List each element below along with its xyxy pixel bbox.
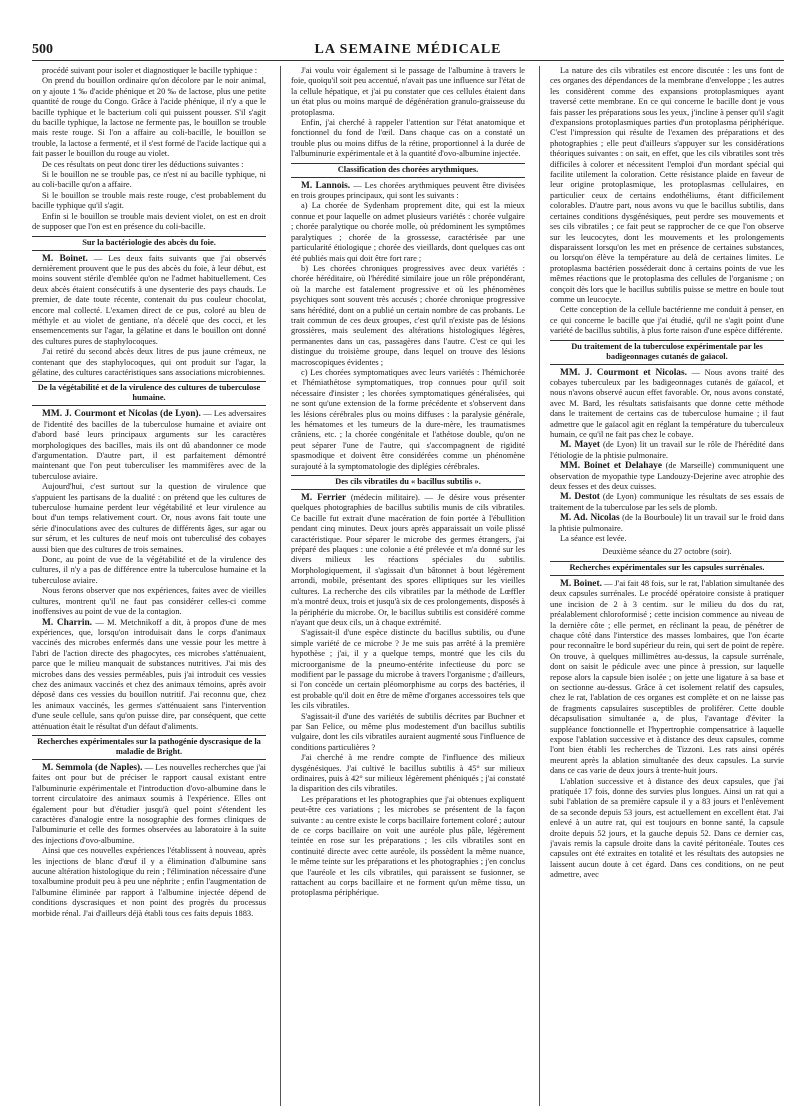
paragraph bbox=[291, 493, 525, 628]
paragraph: Nous ferons observer que nos expériences, faites avec de vieilles cultures, montrent qu'il ne faut pas considérer celles-ci comme inoffensives au point de vue de la contagion. bbox=[32, 586, 266, 617]
text-column-middle bbox=[291, 66, 525, 1106]
paragraph-body: — Les chorées arythmiques peuvent être divisées en trois groupes principaux, qui sont les suivants : bbox=[291, 180, 525, 201]
section-heading: Recherches expérimentales sur les capsules surrénales. bbox=[550, 561, 784, 576]
paragraph: La séance est levée. bbox=[560, 534, 627, 544]
text-column-left bbox=[32, 66, 266, 1106]
paragraph bbox=[550, 513, 784, 534]
paragraph: Cette conception de la cellule bactérienne me conduit à penser, en ce qui concerne le bacille que j'ai étudié, qu'il ne s'agit point d'une variété de bacillus subtilis, à plus forte raison d'une espèce différente. bbox=[550, 305, 784, 336]
section-heading: Du traitement de la tuberculose expérimentale par les badigeonnages cutanés de gaïacol. bbox=[550, 340, 784, 365]
sitting-title: Deuxième séance du 27 octobre (soir). bbox=[602, 547, 732, 557]
speaker-name: MM. Boinet et Delahaye bbox=[560, 461, 662, 472]
running-header bbox=[32, 40, 784, 61]
speaker-name: MM. J. Courmont et Nicolas. bbox=[560, 367, 687, 378]
paragraph-body: — J'ai fait 48 fois, sur le rat, l'ablation simultanée des deux capsules surrénales. Le procédé opératoire consiste à pratiquer une incision de 2 à 3 centim. sur le milieu du dos du rat, préalablement chloroformisé ; cette incision commence au niveau de la dernière côte ; elle permet, en réclinant la peau, de pénétrer de chaque côté dans l'interstice des masses lombaires, que l'on écarte pour reconnaître le bord supérieur du rein, qui sert de point de repère. On trouve, à quelques millimètres au-dessus, la capsule surrénale, dont on saisit le pédicule avec une pince à pression, sur laquelle repose alors la capsule bien isolée ; on jette une ligature à sa base et on sectionne au-dessus. Grâce à cet isolement relatif des capsules, chez le rat, l'ablation de ces organes est complète et on ne laisse pas de fragments capsulaires susceptibles de proliférer. Cette double décapsulisation simultanée a, de plus, l'avantage d'éviter la suppléance fonctionnelle et l'hypertrophie compensatrice à laquelle expose l'ablation successive et à distance des deux capsules, comme l'ont bien établi les recherches de Tizzoni. Les rats ainsi opérés meurent après la ablation simultanée des deux capsules. La survie dans ce cas varie de deux jours à trente-huit jours. bbox=[550, 578, 784, 776]
paragraph: S'agissait-il d'une des variétés de subtilis décrites par Buchner et par San Felice, ou même plus modestement d'un bacillus subtilis vulgaire, dont les cils vibratiles auraient augmenté sous l'influence de conditions particulières ? bbox=[291, 711, 525, 752]
journal-title: LA SEMAINE MÉDICALE bbox=[314, 42, 502, 57]
paragraph: On prend du bouillon ordinaire qu'on décolore par le noir animal, on y ajoute 1 ‰ d'acide phénique et 20 ‰ de lactose, plus une petite quantité de rouge du Congo. Grâce à l'acide phénique, il n'y a que le bacille typhique et le bacterium coli qui puissent pousser. S'il s'agit du bacille typhique, la lactose ne fermente pas, le bouillon se trouble mais reste rouge. Si l'on a affaire au coli-bacille, le bouillon se trouble, la lactose a fermenté, et il s'est formé de l'acide lactique qui a fait passer le bouillon du rouge au violet. bbox=[32, 76, 266, 159]
speaker-name: M. Ad. Nicolas bbox=[560, 513, 620, 524]
paragraph: procédé suivant pour isoler et diagnostiquer le bacille typhique : bbox=[42, 66, 258, 75]
paragraph-body: — Les nouvelles recherches que j'ai faites ont pour but de préciser le rapport causal existant entre l'albuminurie expérimentale et l'introduction d'ovo-albumine dans le torrent circulatoire des animaux soumis à l'expérience. Elles ont également pour but d'étudier jusqu'à quel point s'étendent les caractères d'analogie entre la nosographie des formes cliniques de l'albuminurie et celle des formes observées au laboratoire à la suite des injections d'ovo-albumine. bbox=[32, 762, 266, 845]
paragraph: J'ai retiré du second abcès deux litres de pus jaune crémeux, ne contenant que des staphylocoques, qui ont produit sur l'agar, la gélatine, des cultures caractéristiques sans associations microbiennes. bbox=[32, 347, 266, 377]
paragraph-body: — M. Metchnikoff a dit, à propos d'une de mes expériences, que, lorsqu'on introduisait dans le corps d'animaux vaccinés des microbes enfermés dans une vessie pour les mettre à l'abri de l'action directe des phagocytes, ces microbes s'atténuaient, parce que le milieu manquait de substances nutritives. J'ai mis des microbes dans des vessies perméables, puis j'ai introduit ces vessies chez des animaux vaccinés et chez des animaux témoins, après avoir déposé dans ces vessies du bouillon nutritif. J'ai reconnu que, chez les animaux vaccinés, les germes s'atténuaient sans l'intervention d'une seule cellule, sans qu'on puisse dire, par conséquent, que cette atténuation était le résultat d'un défaut d'aliments. bbox=[32, 617, 266, 731]
paragraph bbox=[291, 181, 525, 202]
paragraph: Si le bouillon se trouble mais reste rouge, c'est probablement du bacille typhique qu'il s'agit. bbox=[32, 190, 266, 211]
text-column-right bbox=[550, 66, 784, 1106]
section-heading: Classification des chorées arythmiques. bbox=[291, 163, 525, 178]
speaker-name: M. Lannois. bbox=[301, 180, 351, 191]
paragraph: S'agissait-il d'une espèce distincte du bacillus subtilis, ou d'une simple variété de ce microbe ? Je me suis pas arrêté à la première hypothèse ; j'ai, il y a quelque temps, montré que les cils du microorganisme de la pneumo-entérite infectieuse du porc se modifient par le passage du microbe à travers l'organisme ; d'ailleurs, si l'on concède un certain pléomorphisme au corps des bactéries, il est probable qu'il doit en être de même d'organes accessoires tels que les cils vibratiles. bbox=[291, 628, 525, 711]
paragraph-body: — Les deux faits suivants que j'ai observés dernièrement prouvent que le pus des abcès du foie, à leur début, est moins souvent stérile d'emblée qu'on ne l'admet habituellement. Ces deux abcès étaient consécutifs à une dysenterie des pays chauds. Le premier, de date toute récente, contenait du pus couleur chocolat, encore mal collecté. L'examen direct de ce pus, coloré au bleu de méthyle et au violet de gentiane, n'a décelé que des cocci, et les ensemencements sur l'agar, la gélatine et dans le bouillon ont donné des cultures pures de staphylocoques. bbox=[32, 253, 266, 346]
paragraph-body: — Nous avons traité des cobayes tuberculeux par les badigeonnages cutanés de gaïacol, et nous n'avons observé aucun effet favorable. Or, nous avons constaté, avec M. Bard, les résultats satisfaisants que donne cette méthode dans le traitement de certains cas de tuberculose humaine ; il faut admettre que le gaïacol agit en réglant la température du tuberculeux humain, ce qu'il ne fait pas chez le cobaye. bbox=[550, 367, 784, 439]
paragraph bbox=[550, 440, 784, 461]
speaker-name: M. Charrin. bbox=[42, 617, 92, 628]
paragraph: J'ai voulu voir également si le passage de l'albumine à travers le foie, quoiqu'il soit peu accentué, n'avait pas une influence sur l'état de la cellule hépatique, et j'ai pu constater que ces cellules étaient dans un état plus ou moins marqué de dégénération granulo-graisseuse du protoplasma. bbox=[291, 66, 525, 117]
speaker-name: MM. J. Courmont et Nicolas (de Lyon). bbox=[42, 409, 201, 420]
paragraph-body: (de Marseille) communiquent une observation de myopathie type Landouzy-Dejerine avec atrophie des deux fesses et des deux cuisses. bbox=[550, 461, 784, 492]
section-heading: Sur la bactériologie des abcès du foie. bbox=[32, 236, 266, 251]
paragraph: a) La chorée de Sydenham proprement dite, qui est la mieux connue et pour laquelle on admet plusieurs variétés : chorée vulgaire ; chorée paralytique ou chorée molle, où prédominent les symptômes paralytiques ; chorée de la grossesse, caractérisée par une particularité étiologique ; chorée des vieillards, dont quelques cas ont été publiés mais qui doit être fort rare ; bbox=[291, 201, 525, 263]
section-heading: De la végétabilité et de la virulence des cultures de tuberculose humaine. bbox=[32, 381, 266, 406]
column-rule bbox=[280, 66, 281, 1106]
paragraph bbox=[550, 461, 784, 492]
paragraph: J'ai cherché à me rendre compte de l'influence des milieux dysgénésiques. J'ai cultivé le bacillus subtilis à 45° sur milieux ordinaires, puis à 42° sur milieux légèrement phéniqués ; j'ai constaté la disparition des cils vibratiles. bbox=[291, 753, 525, 794]
paragraph: De ces résultats on peut donc tirer les déductions suivantes : bbox=[42, 159, 244, 169]
paragraph-body: (de Lyon) communique les résultats de ses essais de traitement de la tuberculose par les sels de plomb. bbox=[550, 492, 784, 512]
paragraph-body: (médecin militaire). — Je désire vous présenter quelques photographies de bacillus subtilis munis de cils vibratiles. Ce bacille fut extrait d'une macération de foin portée à l'ébullition pendant cinq minutes. Deux jours après apparaissait un voile plissé caractéristique. Pour séparer le microbe des germes étrangers, j'ai préparé des plaques : une colonie a été prélevée et m'a donné sur les divers milieux les réactions spéciales du subtilis. Morphologiquement, il s'agissait d'un bâtonnet à bout légèrement arrondi, mobile, présentant des spores elliptiques sur les vieilles cultures. La recherche des cils vibratiles par la méthode de Lœffler m'a montré deux, trois et jusqu'à six de ces prolongements, disposés à la périphérie du microbe. Or, le bacillus subtilis est considéré comme n'ayant que deux cils, un à chaque extrémité. bbox=[291, 493, 525, 627]
paragraph: Aujourd'hui, c'est surtout sur la question de virulence que s'appuient les partisans de la dualité : on prétend que les cultures de tuberculose humaine perdent leur végétabilité et leur virulence au bout d'un temps relativement court. Or, nous avons fait toute une série d'inoculations avec des cultures de différents âges, sur agar ou sur sérum, et les cultures de neuf mois ont tuberculisé des cobayes aussi bien que des cultures de trois semaines. bbox=[32, 482, 266, 554]
paragraph bbox=[550, 579, 784, 777]
paragraph: Enfin, j'ai cherché à rappeler l'attention sur l'état anatomique et fonctionnel du fond de l'œil. Dans chaque cas on a constaté un trouble plus ou moins diffus de la rétine, proportionnel à la durée de l'albuminurie expérimentale et à la quantité d'ovo-albumine injectée. bbox=[291, 118, 525, 159]
paragraph bbox=[32, 254, 266, 348]
paragraph: Si le bouillon ne se trouble pas, ce n'est ni au bacille typhique, ni au coli-bacille qu'on a affaire. bbox=[32, 170, 266, 190]
speaker-name: M. Boinet. bbox=[560, 578, 602, 589]
speaker-name: M. Destot bbox=[560, 492, 600, 503]
paragraph bbox=[32, 618, 266, 732]
paragraph bbox=[32, 763, 266, 846]
paragraph: Les préparations et les photographies que j'ai obtenues expliquent peut-être ces variations ; les microbes se présentent de la façon suivante : au centre existe le corps bacillaire fortement coloré ; autour de ce corps bacillaire on voit une auréole plus pâle, légèrement teintée en rose sur les préparations ; les cils vibratiles sont en continuité directe avec cette auréole, ils possèdent la même nuance, le même teinte sur les préparations et les photographies ; j'en conclus que l'auréole et les cils vibratiles, qui paraissent se fusionner, se rattachent au corps bacillaire et ne forment qu'un même tissu, un protoplasma périphérique. bbox=[291, 794, 525, 898]
paragraph: Donc, au point de vue de la végétabilité et de la virulence des cultures, il n'y a pas de différence entre la tuberculose humaine et la tuberculose aviaire. bbox=[32, 555, 266, 585]
paragraph bbox=[550, 492, 784, 513]
paragraph: c) Les chorées symptomatiques avec leurs variétés : l'hémichorée et l'hémiathétose symptomatiques, trop connues pour qu'il soit nécessaire d'insister ; les chorées symptomatiques généralisées, qui ne sont qu'une extension de la forme précédente et s'observent dans les lésions cérébrales plus ou moins diffuses : la paralysie générale, les hématomes et les tumeurs de la dure-mère, les traumatismes crâniens, etc. ; la chorée congénitale et l'athétose double, qu'on ne peut séparer l'une de l'autre, qui s'accompagnent de rigidité spasmodique et doivent être considérées comme un phénomène surajouté à la symptomatologie des diplégies cérébrales. bbox=[291, 367, 525, 471]
speaker-name: M. Mayet bbox=[560, 440, 600, 451]
paragraph bbox=[550, 368, 784, 441]
paragraph: Ainsi que ces nouvelles expériences l'établissent à nouveau, après les injections de blanc d'œuf il y a élimination d'albumine sans aucune altération histologique du rein ; l'élimination nécessaire d'une toxalbumine produit peu à peu une néphrite ; enfin l'augmentation de l'albumine éliminée par rapport à l'albumine injectée dépend de conditions dyscrasiques et non point des progrès du processus morbide rénal. J'ai d'ailleurs déjà établi tous ces faits depuis 1883. bbox=[32, 846, 266, 918]
speaker-name: M. Boinet. bbox=[42, 253, 88, 264]
section-heading: Recherches expérimentales sur la pathogénie dyscrasique de la maladie de Bright. bbox=[32, 735, 266, 760]
paragraph-body: (de Lyon) lit un travail sur le rôle de l'hérédité dans l'étiologie de la phtisie pulmonaire. bbox=[550, 440, 784, 460]
column-rule bbox=[539, 66, 540, 1106]
speaker-name: M. Semmola (de Naples). bbox=[42, 762, 143, 773]
paragraph: La nature des cils vibratiles est encore discutée : les uns font de ces organes des dépendances de la membrane d'enveloppe ; les autres les considèrent comme des expansions protoplasmiques ayant traversé cette membrane. En ce qui concerne le bacille dont je vous fais passer les préparations sous les yeux, j'incline à penser qu'il s'agit d'expansions protoplasmiques parties d'un protoplasma périphérique. C'est l'impression qui résulte de l'examen des préparations et des photographies ; elle peut d'ailleurs s'appuyer sur les considérations théoriques suivantes : on sait, en effet, que les cils vibratiles sont très difficiles à colorer et nécessitent l'emploi d'un mordant spécial qui facilite utilement la coloration. Cette résistance plaide en faveur de leur origine protoplasmique, les protoplasmas cellulaires, en particulier ceux de certains endothéliums, étant difficilement colorables. D'autre part, nous avons vu que le bacillus subtilis, dans certaines conditions dysgénésiques, peut perdre ses mouvements et ses cils vibratiles ; ce fait peut se rapprocher de ce que l'on observe sur les leucocytes, dont les mouvements et les prolongements disparaissent lorsqu'on les met en présence de certaines substances, ou lorsqu'on élève la température au delà de certaines limites. Le protoplasma bactérien posséderait donc à certains points de vue les mêmes réactions que le protoplasma des cellules de l'organisme ; on conçoit dès lors que le bacillus subtilis puisse se mettre en boule tout comme un leucocyte. bbox=[550, 66, 784, 304]
paragraph bbox=[32, 409, 266, 482]
page-number: 500 bbox=[32, 42, 53, 57]
paragraph-body: (de la Bourboule) lit un travail sur le froid dans la phtisie pulmonaire. bbox=[550, 513, 784, 533]
page bbox=[32, 0, 784, 1114]
speaker-name: M. Ferrier bbox=[301, 493, 347, 504]
section-heading: Des cils vibratiles du « bacillus subtilis ». bbox=[291, 475, 525, 490]
paragraph: L'ablation successive et à distance des deux capsules, que j'ai pratiquée 17 fois, donne des survies plus longues. Ainsi un rat qui a subi l'ablation de sa première capsule il y a 83 jours et l'enlèvement de sa seconde depuis 53 jours, est actuellement en excellent état. J'ai enlevé à un autre rat, qui est toujours en bonne santé, la capsule droite depuis 52 jours, et la gauche depuis 52. Dans ce dernier cas, j'avais remis la capsule droite dans la cavité péritonéale. Toutes ces capsules ont été extraites en totalité et les résultats des autopsies ne laissent aucun doute à cet égard. Dans ces conditions, on ne peut admettre, avec bbox=[550, 776, 784, 880]
paragraph: Enfin si le bouillon se trouble mais devient violet, on est en droit de supposer que l'on est en présence du coli-bacille. bbox=[32, 211, 266, 232]
paragraph-body: — Les adversaires de l'identité des bacilles de la tuberculose humaine et aviaire ont d'abord basé leurs principaux arguments sur les caractères morphologiques des bacilles, mais ils ont dû abandonner ce mode d'argumentation. D'autre part, il est parfaitement démontré maintenant que l'on peut tuberculiser les mammifères avec de la tuberculose aviaire. bbox=[32, 409, 266, 481]
paragraph: b) Les chorées chroniques progressives avec deux variétés : chorée héréditaire, où l'hérédité similaire joue un rôle prépondérant, où la marche est fatalement progressive et où les phénomènes psychiques sont souvent très accusés ; chorée chronique progressive sans hérédité, dont on a publié un certain nombre de cas probants. Le trait commun de ces deux groupes, c'est qu'il n'existe pas de lésions grossières, mais seulement des altérations histologiques légères, permanentes dans un cas, passagères dans l'autre. C'est ce qui les distingue du troisième groupe, dans lequel on trouve des lésions macroscopiques évidentes ; bbox=[291, 263, 525, 367]
